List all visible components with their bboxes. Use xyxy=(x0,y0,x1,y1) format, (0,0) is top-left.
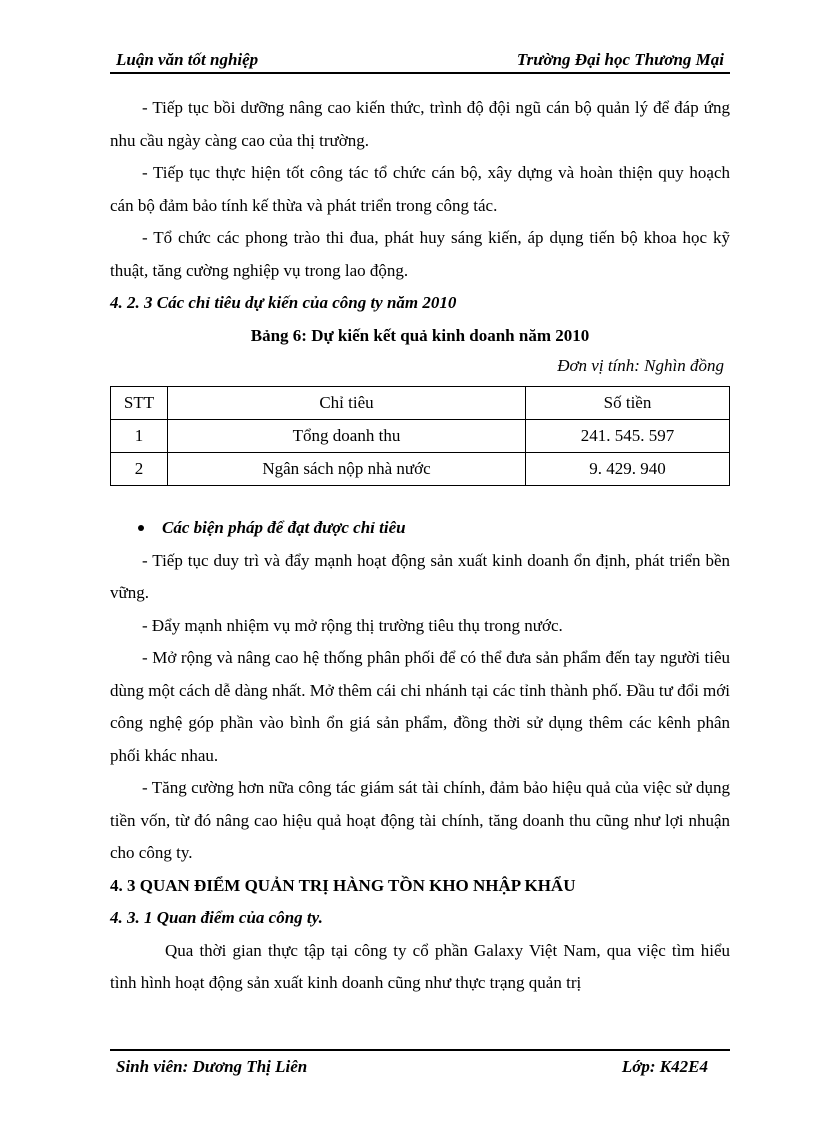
paragraph: - Tiếp tục bồi dưỡng nâng cao kiến thức, trình độ đội ngũ cán bộ quản lý để đáp ứng nhu cầu ngày càng cao của thị trường. xyxy=(110,98,730,150)
table-unit: Đơn vị tính: Nghìn đồng xyxy=(557,356,724,375)
table-header-cell: STT xyxy=(111,387,168,420)
paragraph: - Mở rộng và nâng cao hệ thống phân phối để có thể đưa sản phẩm đến tay người tiêu dùng một cách dễ dàng nhất. Mở thêm cái chi nhánh tại các tỉnh thành phố. Đầu tư đổi mới công nghệ góp phần vào bình ổn giá sản phẩm, đồng thời sử dụng thêm các kênh phân phối khác nhau. xyxy=(110,648,730,765)
page-footer xyxy=(110,1049,730,1076)
table-row xyxy=(111,453,730,486)
table-cell: 2 xyxy=(111,453,168,486)
table-cell: 1 xyxy=(111,420,168,453)
bullet-heading xyxy=(110,512,730,545)
section-heading-4-2-3: 4. 2. 3 Các chỉ tiêu dự kiến của công ty năm 2010 xyxy=(110,293,457,312)
table-header-cell: Số tiền xyxy=(526,387,730,420)
page-body xyxy=(110,92,730,1000)
footer-class-label: Lớp: K42E4 xyxy=(621,1057,708,1076)
paragraph: - Tiếp tục duy trì và đẩy mạnh hoạt động sản xuất kinh doanh ổn định, phát triển bền vững. xyxy=(110,550,730,602)
paragraph: Qua thời gian thực tập tại công ty cổ phần Galaxy Việt Nam, qua việc tìm hiểu tình hình hoạt động sản xuất kinh doanh cũng như thực trạng quản trị xyxy=(110,940,730,992)
bullet-heading-text: Các biện pháp để đạt được chỉ tiêu xyxy=(162,518,406,537)
table-header-row xyxy=(111,387,730,420)
paragraph: - Tiếp tục thực hiện tốt công tác tổ chức cán bộ, xây dựng và hoàn thiện quy hoạch cán bộ đảm bảo tính kế thừa và phát triển trong công tác. xyxy=(110,163,730,215)
footer-student-label: Sinh viên: Dương Thị Liên xyxy=(116,1057,308,1076)
table-cell: 241. 545. 597 xyxy=(526,420,730,453)
header-thesis-label: Luận văn tốt nghiệp xyxy=(116,50,259,69)
paragraph: - Tăng cường hơn nữa công tác giám sát tài chính, đảm bảo hiệu quả của việc sử dụng tiền vốn, từ đó nâng cao hiệu quả hoạt động tài chính, tăng doanh thu cũng như lợi nhuận cho công ty. xyxy=(110,778,730,862)
bullet-dot-icon xyxy=(138,525,144,531)
document-page xyxy=(110,0,730,1123)
paragraph: - Đẩy mạnh nhiệm vụ mở rộng thị trường tiêu thụ trong nước. xyxy=(142,615,563,635)
table-cell: Ngân sách nộp nhà nước xyxy=(168,453,526,486)
paragraph: - Tổ chức các phong trào thi đua, phát huy sáng kiến, áp dụng tiến bộ khoa học kỹ thuật, tăng cường nghiệp vụ trong lao động. xyxy=(110,228,730,280)
section-heading-4-3-1: 4. 3. 1 Quan điểm của công ty. xyxy=(110,908,323,927)
page-header xyxy=(110,46,730,74)
section-heading-4-3: 4. 3 QUAN ĐIỂM QUẢN TRỊ HÀNG TỒN KHO NHẬP KHẨU xyxy=(110,875,576,895)
forecast-table xyxy=(110,386,730,486)
table-title: Bảng 6: Dự kiến kết quả kinh doanh năm 2010 xyxy=(250,325,590,345)
table-header-cell: Chỉ tiêu xyxy=(168,387,526,420)
table-row xyxy=(111,420,730,453)
table-cell: Tổng doanh thu xyxy=(168,420,526,453)
header-university-label: Trường Đại học Thương Mại xyxy=(516,50,724,69)
table-cell: 9. 429. 940 xyxy=(526,453,730,486)
